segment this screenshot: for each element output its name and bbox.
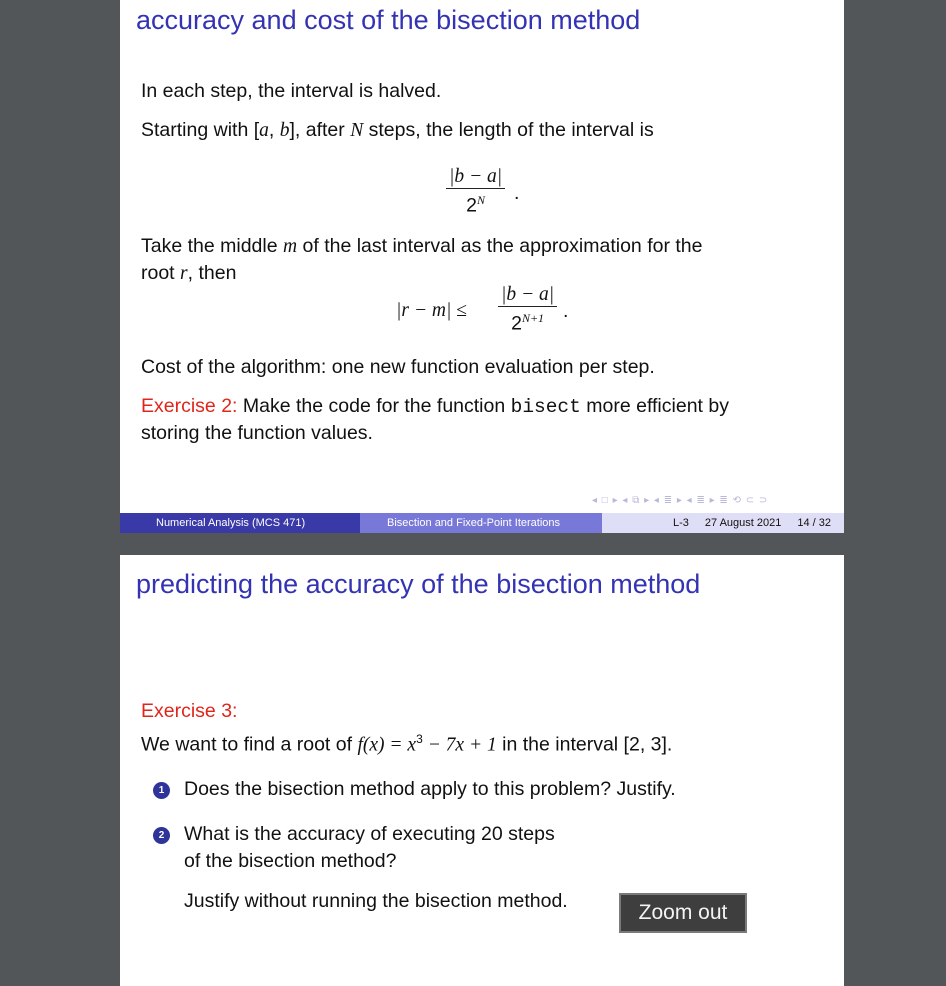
exercise-2-line2: storing the function values.	[141, 422, 373, 444]
text-line: root r, then	[141, 262, 237, 284]
footer-info	[602, 513, 844, 533]
footer-course: Numerical Analysis (MCS 471)	[120, 513, 360, 533]
interval-length-formula: |b − a| $2^N$	[446, 166, 505, 217]
exercise-2: Exercise 2: Make the code for the function bisect more efficient by	[141, 395, 729, 418]
justify-note: Justify without running the bisection method.	[184, 890, 568, 912]
list-item-continued: of the bisection method?	[184, 850, 397, 872]
slide-title: predicting the accuracy of the bisection method	[136, 569, 701, 599]
formula-period: .	[514, 182, 520, 204]
formula-period: .	[563, 300, 569, 322]
list-item: Does the bisection method apply to this problem? Justify.	[184, 778, 676, 800]
item-number-badge: 1	[153, 782, 170, 799]
error-bound-formula: |b − a| $2^{N+1}$	[498, 284, 557, 335]
text-line: Cost of the algorithm: one new function evaluation per step.	[141, 356, 655, 378]
footer-date: 27 August 2021	[704, 517, 782, 529]
beamer-navigation-icons[interactable]: ◂ □ ▸ ◂ ⧉ ▸ ◂ ≣ ▸ ◂ ≣ ▸ ≣ ⟲ ⊂ ⊃	[592, 495, 769, 506]
inequality-lhs: |r − m| ≤	[396, 300, 467, 321]
text-line: Take the middle m of the last interval as the approximation for the	[141, 235, 703, 257]
footer-page: 14 / 32	[797, 517, 831, 529]
exercise-label: Exercise 2:	[141, 395, 238, 417]
slide-14	[120, 0, 844, 533]
zoom-out-button[interactable]: Zoom out	[619, 893, 747, 933]
footer-topic: Bisection and Fixed-Point Iterations	[360, 513, 602, 533]
footer-lecture: L-3	[672, 517, 689, 529]
list-item: What is the accuracy of executing 20 steps	[184, 823, 555, 845]
text-line: Starting with [a, b], after N steps, the length of the interval is	[141, 119, 654, 141]
text-line: In each step, the interval is halved.	[141, 80, 442, 102]
slide-title: accuracy and cost of the bisection method	[136, 5, 641, 35]
item-number-badge: 2	[153, 827, 170, 844]
problem-statement: We want to find a root of $f(x) = x^3 - 7x + 1$ in the interval [2, 3].	[141, 732, 673, 756]
footer-bar	[120, 513, 844, 533]
exercise-label: Exercise 3:	[141, 700, 238, 722]
